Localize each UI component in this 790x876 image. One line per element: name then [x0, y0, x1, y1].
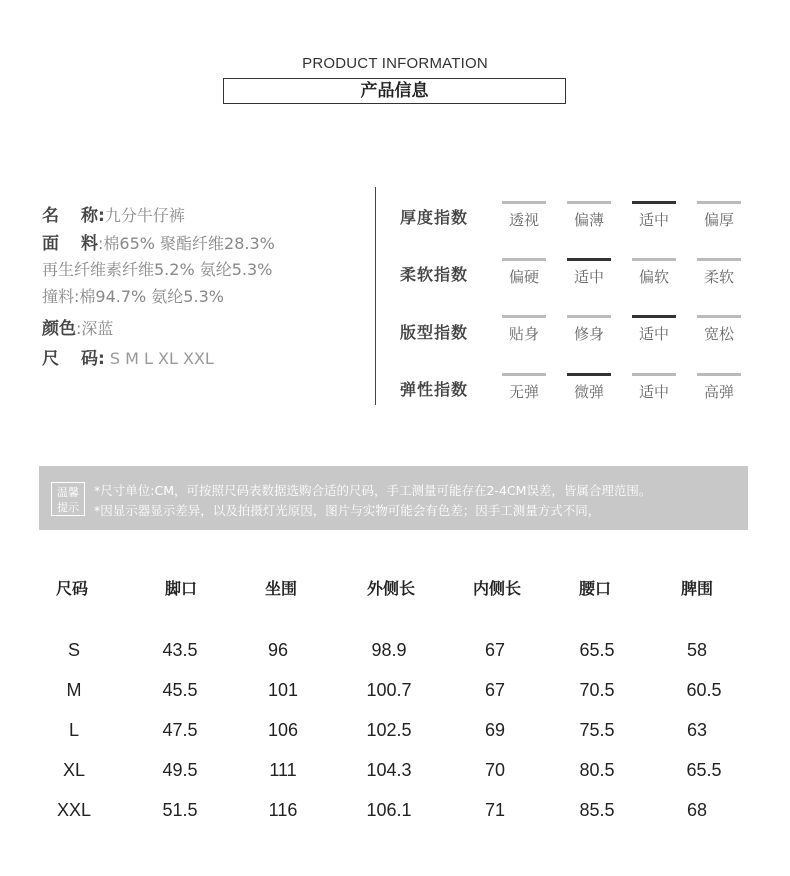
index-label-elasticity: 弹性指数: [400, 380, 469, 399]
table-cell: XXL: [56, 800, 92, 820]
table-cell: 67: [484, 640, 506, 660]
table-cell: 80.5: [579, 760, 615, 780]
table-cell: 65.5: [686, 760, 722, 780]
table-cell: 71: [484, 800, 506, 820]
table-cell: 70: [484, 760, 506, 780]
index-option: 修身: [567, 315, 611, 344]
detail-contrast-fabric: 撞料:棉94.7% 氨纶5.3%: [42, 287, 224, 306]
index-option-active: 适中: [567, 258, 611, 287]
index-option: 高弹: [697, 373, 741, 402]
detail-name: 名 称:九分牛仔裤: [42, 206, 185, 226]
notice-banner: [39, 466, 748, 530]
table-cell: 49.5: [162, 760, 198, 780]
table-cell: M: [66, 680, 82, 700]
table-cell: 100.7: [366, 680, 412, 700]
divider-line: [375, 187, 376, 405]
table-header: 内侧长: [472, 579, 521, 598]
table-cell: 85.5: [579, 800, 615, 820]
table-cell: 63: [686, 720, 708, 740]
table-header: 尺码: [55, 579, 88, 598]
table-cell: 106: [267, 720, 299, 740]
table-cell: 67: [484, 680, 506, 700]
index-option: 适中: [632, 373, 676, 402]
index-option: 贴身: [502, 315, 546, 344]
detail-fabric: 面 料:棉65% 聚酯纤维28.3%: [42, 234, 275, 254]
notice-badge: 温馨 提示: [51, 482, 85, 516]
table-header: 脾围: [680, 579, 713, 598]
table-cell: 65.5: [579, 640, 615, 660]
table-cell: 111: [269, 760, 297, 780]
notice-line-2: *因显示器显示差异，以及拍摄灯光原因，图片与实物可能会有色差；因手工测量方式不同，: [94, 503, 601, 518]
table-cell: 51.5: [162, 800, 198, 820]
detail-sizes: 尺 码: S M L XL XXL: [42, 349, 214, 369]
index-option: 无弹: [502, 373, 546, 402]
table-cell: 101: [267, 680, 299, 700]
index-option: 偏硬: [502, 258, 546, 287]
index-option: 偏薄: [567, 201, 611, 230]
table-cell: 104.3: [366, 760, 412, 780]
index-option: 偏厚: [697, 201, 741, 230]
index-option: 宽松: [697, 315, 741, 344]
table-cell: L: [68, 720, 79, 740]
table-header: 腰口: [578, 579, 611, 598]
table-cell: S: [67, 640, 80, 660]
table-cell: 69: [484, 720, 506, 740]
table-cell: 75.5: [579, 720, 615, 740]
table-cell: 47.5: [162, 720, 198, 740]
index-option: 透视: [502, 201, 546, 230]
table-header: 外侧长: [366, 579, 415, 598]
detail-fabric-line2: 再生纤维素纤维5.2% 氨纶5.3%: [42, 260, 273, 279]
index-option-active: 适中: [632, 315, 676, 344]
table-cell: 102.5: [366, 720, 412, 740]
index-option: 柔软: [697, 258, 741, 287]
table-cell: XL: [62, 760, 86, 780]
index-option-active: 微弹: [567, 373, 611, 402]
table-cell: 98.9: [371, 640, 407, 660]
detail-color: 颜色:深蓝: [42, 319, 114, 339]
index-label-fit: 版型指数: [400, 323, 469, 342]
index-label-softness: 柔软指数: [400, 265, 469, 284]
index-option: 偏软: [632, 258, 676, 287]
table-cell: 106.1: [366, 800, 412, 820]
table-cell: 96: [267, 640, 289, 660]
table-cell: 70.5: [579, 680, 615, 700]
table-cell: 43.5: [162, 640, 198, 660]
table-header: 脚口: [164, 579, 197, 598]
table-cell: 58: [686, 640, 708, 660]
index-label-thickness: 厚度指数: [400, 208, 469, 227]
table-cell: 45.5: [162, 680, 198, 700]
table-cell: 68: [686, 800, 708, 820]
table-cell: 60.5: [686, 680, 722, 700]
header-title-en: PRODUCT INFORMATION: [302, 55, 488, 72]
table-header: 坐围: [264, 579, 297, 598]
notice-line-1: *尺寸单位:CM，可按照尺码表数据选购合适的尺码，手工测量可能存在2-4CM误差，皆属合理范围。: [94, 483, 652, 498]
table-cell: 116: [268, 800, 298, 820]
header-title-cn: 产品信息: [223, 78, 566, 104]
index-option-active: 适中: [632, 201, 676, 230]
